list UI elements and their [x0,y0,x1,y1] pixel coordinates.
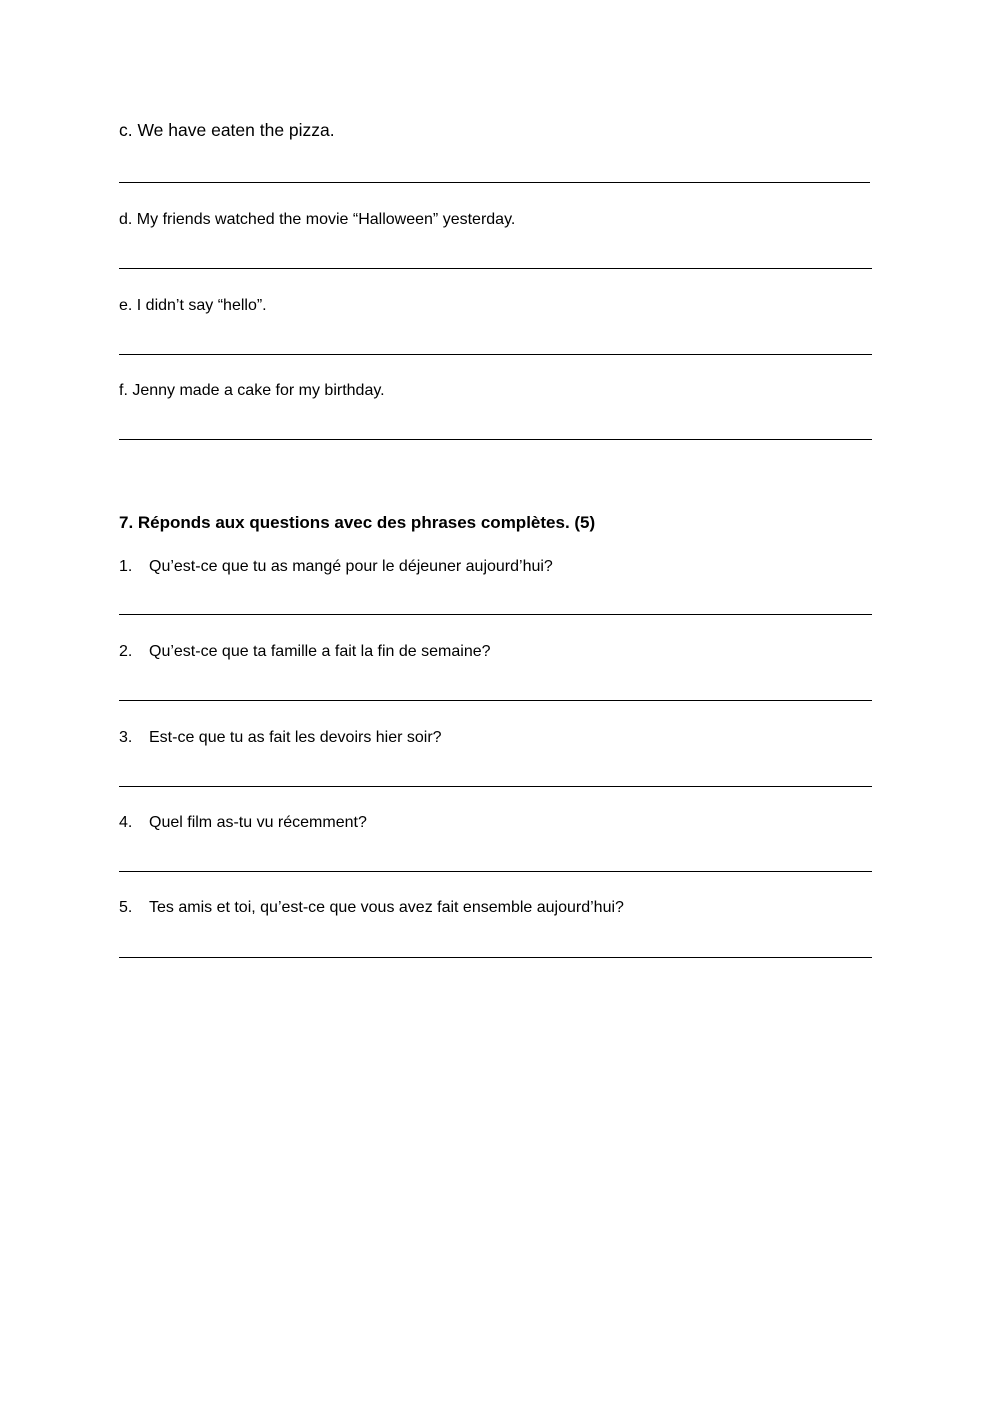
answer-line-f[interactable] [119,439,872,440]
sentence-f: f. Jenny made a cake for my birthday. [119,382,385,399]
answer-line-2[interactable] [119,700,872,701]
question-text: Tes amis et toi, qu’est-ce que vous avez fait ensemble aujourd’hui? [149,899,624,916]
exercise-7-title: 7. Réponds aux questions avec des phrases complètes. (5) [119,513,596,532]
question-1 [119,557,553,577]
answer-line-4[interactable] [119,871,872,872]
question-number: 4. [119,814,133,831]
sentence-d: d. My friends watched the movie “Halloween” yesterday. [119,211,516,228]
question-text: Quel film as-tu vu récemment? [149,814,367,831]
answer-line-e[interactable] [119,354,872,355]
question-number: 2. [119,643,133,660]
question-2 [119,642,491,662]
question-5 [119,898,624,918]
question-number: 1. [119,558,133,575]
question-number: 5. [119,899,133,916]
answer-line-c[interactable] [119,182,870,183]
sentence-c: c. We have eaten the pizza. [119,120,335,140]
question-text: Qu’est-ce que ta famille a fait la fin de semaine? [149,643,491,660]
question-4 [119,813,367,833]
question-number: 3. [119,729,133,746]
answer-line-3[interactable] [119,786,872,787]
answer-line-1[interactable] [119,614,872,615]
answer-line-d[interactable] [119,268,872,269]
question-3 [119,728,442,748]
sentence-e: e. I didn’t say “hello”. [119,297,267,314]
answer-line-5[interactable] [119,957,872,958]
question-text: Est-ce que tu as fait les devoirs hier soir? [149,729,442,746]
question-text: Qu’est-ce que tu as mangé pour le déjeuner aujourd’hui? [149,558,553,575]
